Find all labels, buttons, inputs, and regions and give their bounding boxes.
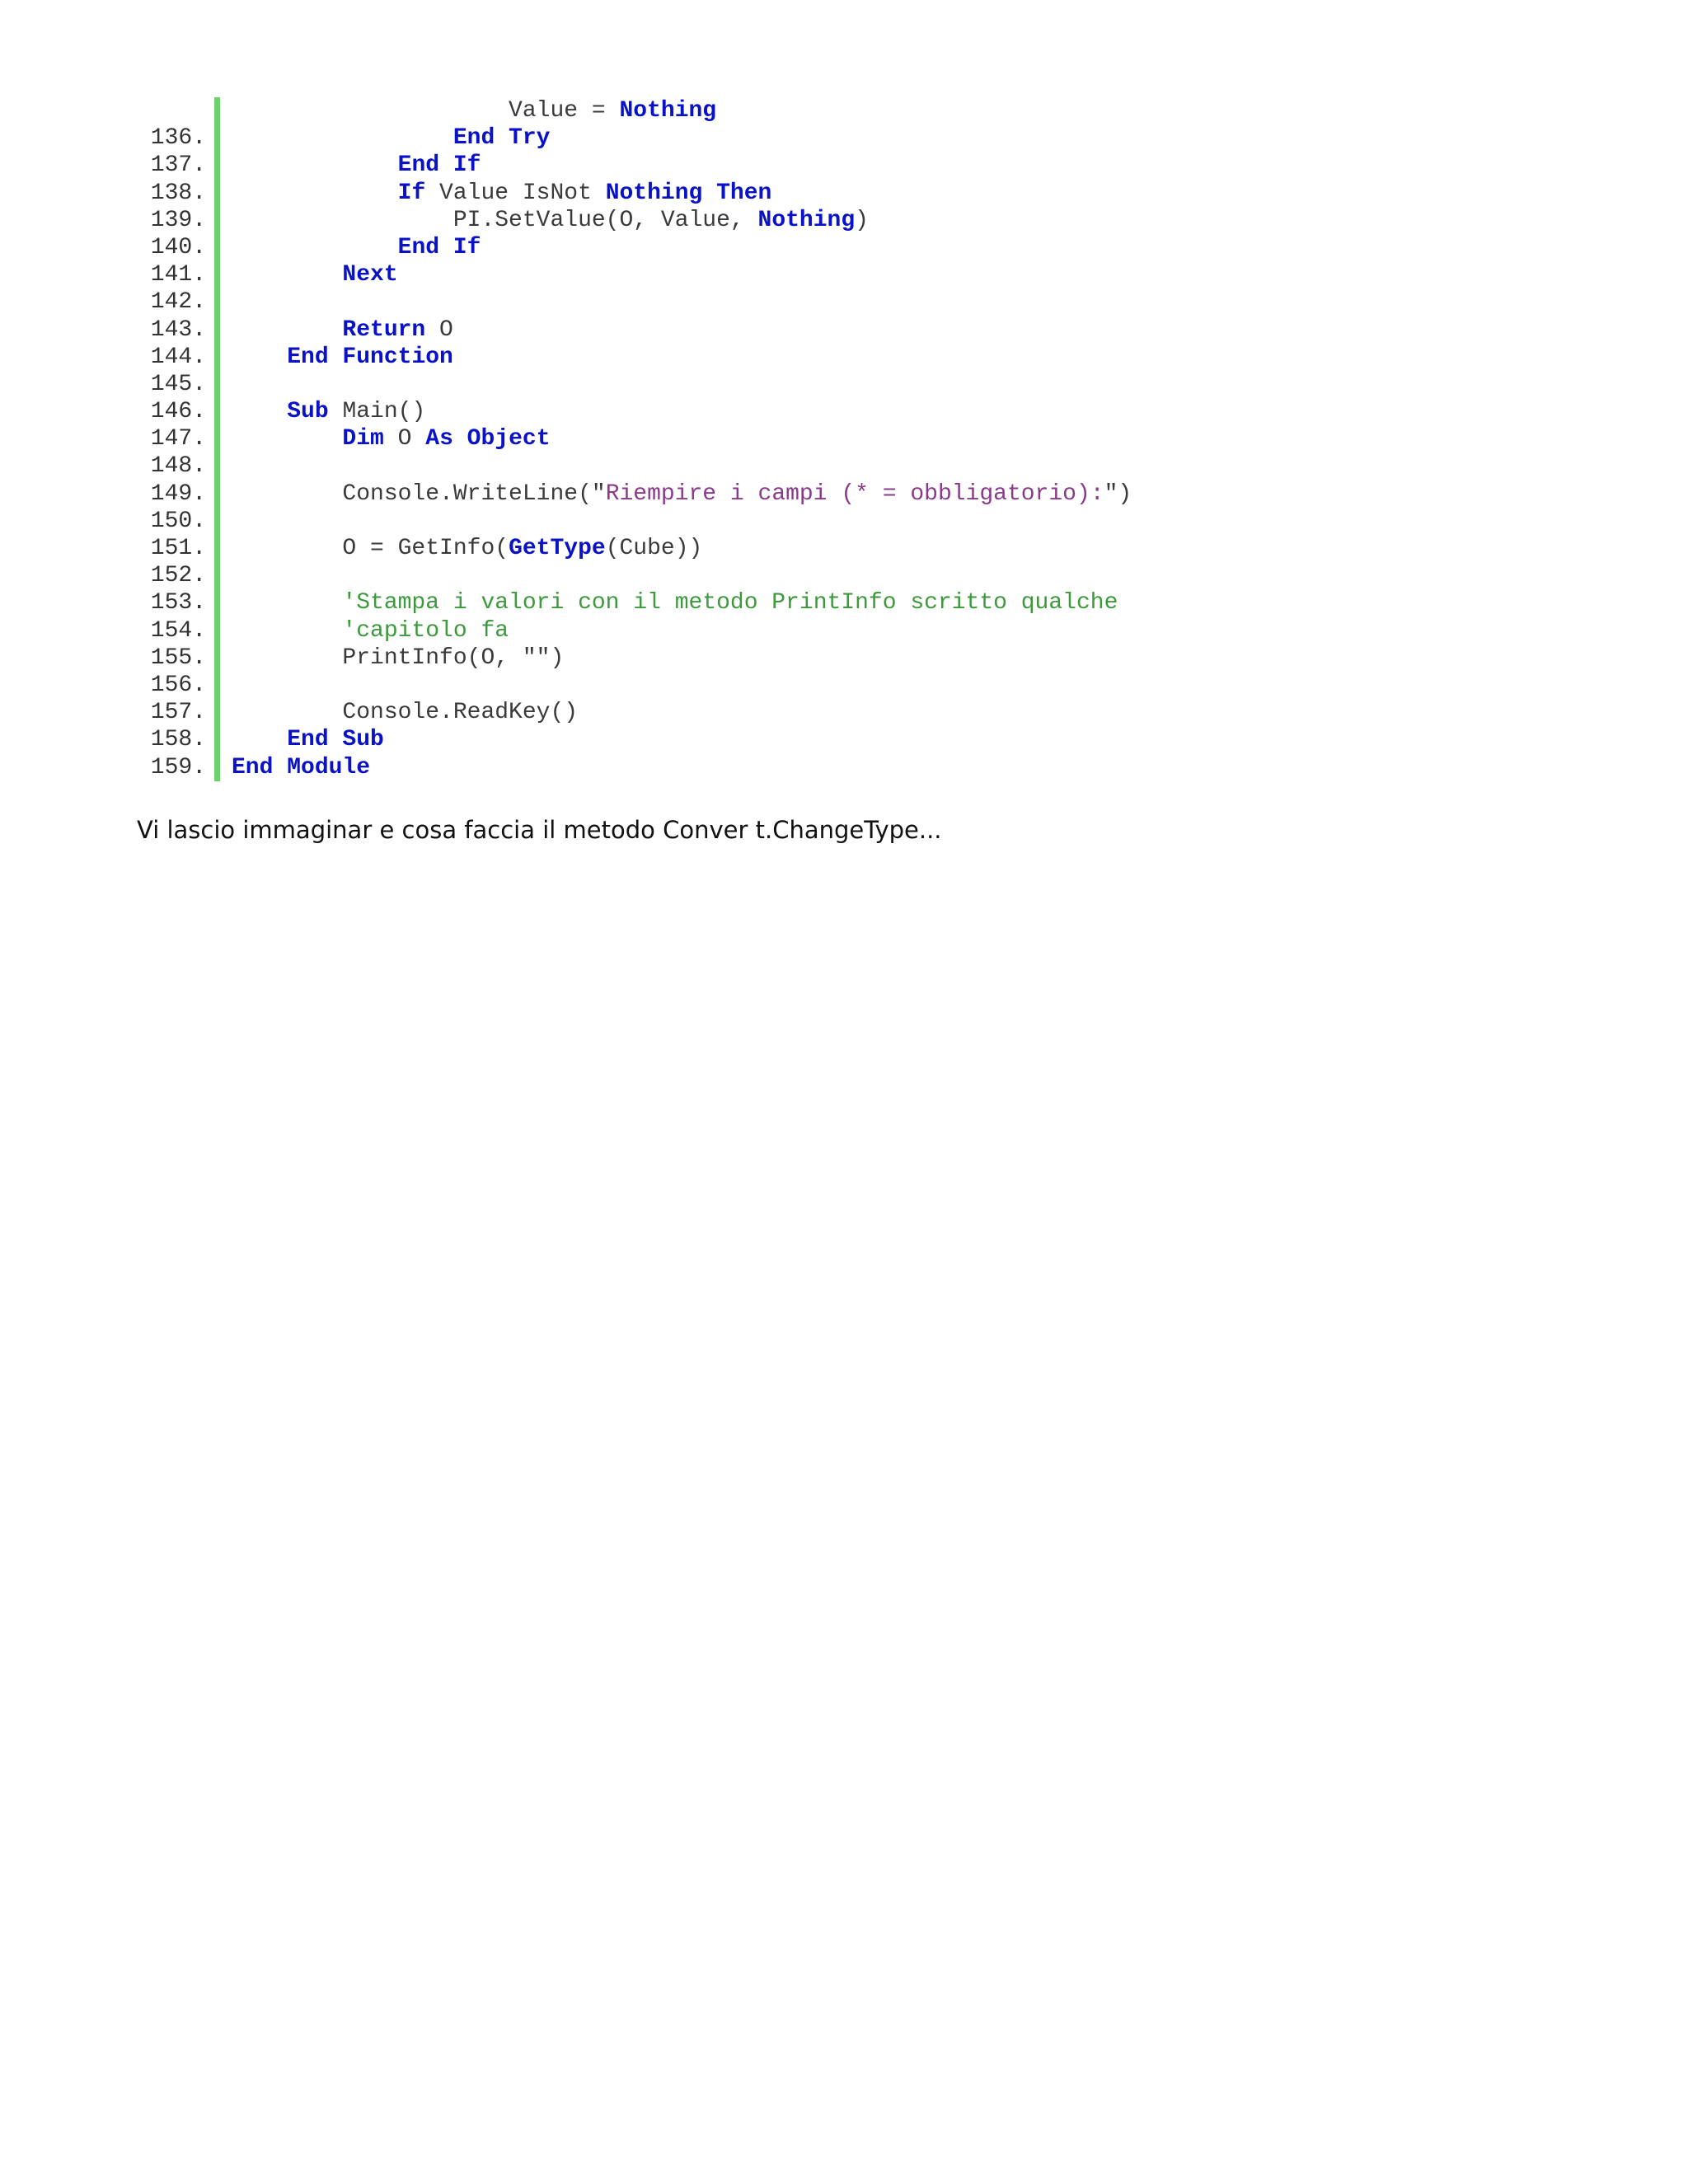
code-text xyxy=(232,398,425,425)
code-line xyxy=(132,97,1132,124)
code-gutter-bar xyxy=(214,589,220,616)
code-line xyxy=(132,124,1132,152)
code-token: Main() xyxy=(328,399,426,425)
code-token xyxy=(232,590,342,616)
code-text xyxy=(232,535,702,562)
code-token xyxy=(232,727,287,752)
code-token: PrintInfo(O, "") xyxy=(232,644,565,671)
code-comment: 'capitolo fa xyxy=(342,617,509,644)
code-listing xyxy=(132,97,1132,781)
code-line xyxy=(132,261,1132,288)
code-token xyxy=(232,426,342,452)
line-number: 154. xyxy=(150,617,206,644)
code-text xyxy=(232,754,370,781)
line-number: 159. xyxy=(150,754,206,780)
code-keyword: End Try xyxy=(452,125,551,152)
code-gutter-bar xyxy=(214,288,220,316)
code-token xyxy=(232,399,287,424)
line-number: 155. xyxy=(150,644,206,671)
code-gutter-bar xyxy=(214,371,220,398)
code-gutter-bar xyxy=(214,124,220,152)
code-gutter-bar xyxy=(214,398,220,425)
line-number: 140. xyxy=(150,234,206,260)
code-gutter-bar xyxy=(214,180,220,207)
code-token xyxy=(232,125,453,151)
code-text xyxy=(232,234,481,261)
line-number xyxy=(132,97,214,124)
code-token xyxy=(232,317,342,343)
code-gutter-bar xyxy=(214,480,220,508)
code-token xyxy=(232,618,342,644)
code-token xyxy=(232,262,342,288)
line-number: 148. xyxy=(150,453,206,480)
code-line xyxy=(132,754,1132,781)
code-text xyxy=(232,480,1132,508)
line-number: 150. xyxy=(150,508,206,534)
code-line xyxy=(132,425,1132,452)
code-text xyxy=(232,97,716,124)
line-number: 157. xyxy=(150,700,206,726)
code-token: PI.SetValue(O, Value, xyxy=(232,207,758,233)
code-text xyxy=(232,699,578,726)
code-gutter-bar xyxy=(214,425,220,452)
code-keyword: End Sub xyxy=(287,727,384,753)
code-keyword: As Object xyxy=(425,426,551,452)
code-gutter-bar xyxy=(214,535,220,562)
line-number: 138. xyxy=(150,180,206,206)
code-token: O xyxy=(425,316,453,343)
code-text xyxy=(232,726,384,753)
code-line xyxy=(132,644,1132,672)
line-number: 156. xyxy=(150,672,206,698)
code-line xyxy=(132,726,1132,753)
code-gutter-bar xyxy=(214,617,220,644)
code-gutter-bar xyxy=(214,754,220,781)
code-line xyxy=(132,316,1132,344)
code-keyword: End If xyxy=(397,152,481,179)
code-text xyxy=(232,644,564,672)
line-number: 151. xyxy=(150,536,206,561)
code-text xyxy=(232,316,453,344)
code-token xyxy=(232,344,287,370)
code-text xyxy=(232,617,509,644)
code-line xyxy=(132,480,1132,508)
code-gutter-bar xyxy=(214,261,220,288)
code-line xyxy=(132,371,1132,398)
line-number: 143. xyxy=(150,316,206,343)
code-text xyxy=(232,180,771,207)
code-text xyxy=(232,207,869,234)
code-gutter-bar xyxy=(214,562,220,589)
code-line xyxy=(132,535,1132,562)
code-text xyxy=(232,344,453,371)
code-line xyxy=(132,180,1132,207)
code-line xyxy=(132,562,1132,589)
line-number: 137. xyxy=(150,152,206,179)
line-number: 139. xyxy=(150,207,206,233)
line-number: 149. xyxy=(150,480,206,507)
code-line xyxy=(132,152,1132,179)
code-token xyxy=(232,180,398,206)
line-number: 153. xyxy=(150,590,206,616)
code-line xyxy=(132,288,1132,316)
code-gutter-bar xyxy=(214,207,220,234)
line-number: 147. xyxy=(150,426,206,452)
code-string: Riempire i campi (* = obbligatorio): xyxy=(605,480,1104,507)
code-gutter-bar xyxy=(214,97,220,124)
code-token: O xyxy=(383,426,426,452)
code-keyword: Nothing Then xyxy=(605,180,772,206)
code-keyword: Nothing xyxy=(757,207,856,233)
line-number: 144. xyxy=(150,344,206,370)
code-keyword: End If xyxy=(397,234,481,260)
code-token xyxy=(232,235,398,260)
code-keyword: Dim xyxy=(342,426,384,452)
code-line xyxy=(132,699,1132,726)
code-gutter-bar xyxy=(214,508,220,535)
code-keyword: GetType xyxy=(509,536,606,561)
code-keyword: Nothing xyxy=(619,98,717,124)
code-line xyxy=(132,207,1132,234)
code-gutter-bar xyxy=(214,726,220,753)
code-token: O = GetInfo( xyxy=(232,536,509,561)
code-gutter-bar xyxy=(214,699,220,726)
body-paragraph: Vi lascio immaginar e cosa faccia il metodo Conver t.ChangeType... xyxy=(137,816,942,844)
code-line xyxy=(132,398,1132,425)
code-keyword: Sub xyxy=(287,399,329,425)
line-number: 136. xyxy=(150,125,206,152)
code-token: Value = xyxy=(232,98,620,124)
code-line xyxy=(132,508,1132,535)
code-gutter-bar xyxy=(214,644,220,672)
line-number: 158. xyxy=(150,727,206,753)
code-gutter-bar xyxy=(214,152,220,179)
code-line xyxy=(132,617,1132,644)
code-token: ) xyxy=(855,207,869,233)
code-token: ") xyxy=(1104,480,1132,507)
code-gutter-bar xyxy=(214,672,220,699)
code-line xyxy=(132,672,1132,699)
code-line xyxy=(132,234,1132,261)
code-keyword: Return xyxy=(342,316,426,343)
code-token: (Cube)) xyxy=(605,536,703,561)
code-keyword: If xyxy=(397,180,426,206)
code-gutter-bar xyxy=(214,234,220,261)
code-keyword: End Module xyxy=(232,754,371,780)
code-keyword: End Function xyxy=(287,344,453,370)
code-text xyxy=(232,124,550,152)
code-line xyxy=(132,589,1132,616)
line-number: 145. xyxy=(150,371,206,397)
code-line xyxy=(132,452,1132,480)
line-number: 141. xyxy=(150,262,206,288)
code-token xyxy=(232,152,398,178)
line-number: 142. xyxy=(150,289,206,316)
code-text xyxy=(232,589,1118,616)
code-text xyxy=(232,425,551,452)
code-line xyxy=(132,344,1132,371)
line-number: 146. xyxy=(150,399,206,425)
code-token: Console.ReadKey() xyxy=(232,700,579,726)
code-text xyxy=(232,152,481,179)
code-token: Value IsNot xyxy=(425,180,606,206)
code-comment: 'Stampa i valori con il metodo PrintInfo scritto qualche xyxy=(342,590,1118,616)
code-token: Console.WriteLine(" xyxy=(232,480,606,507)
code-gutter-bar xyxy=(214,316,220,344)
code-keyword: Next xyxy=(342,262,398,288)
code-text xyxy=(232,261,398,288)
code-gutter-bar xyxy=(214,452,220,480)
code-gutter-bar xyxy=(214,344,220,371)
line-number: 152. xyxy=(150,563,206,589)
